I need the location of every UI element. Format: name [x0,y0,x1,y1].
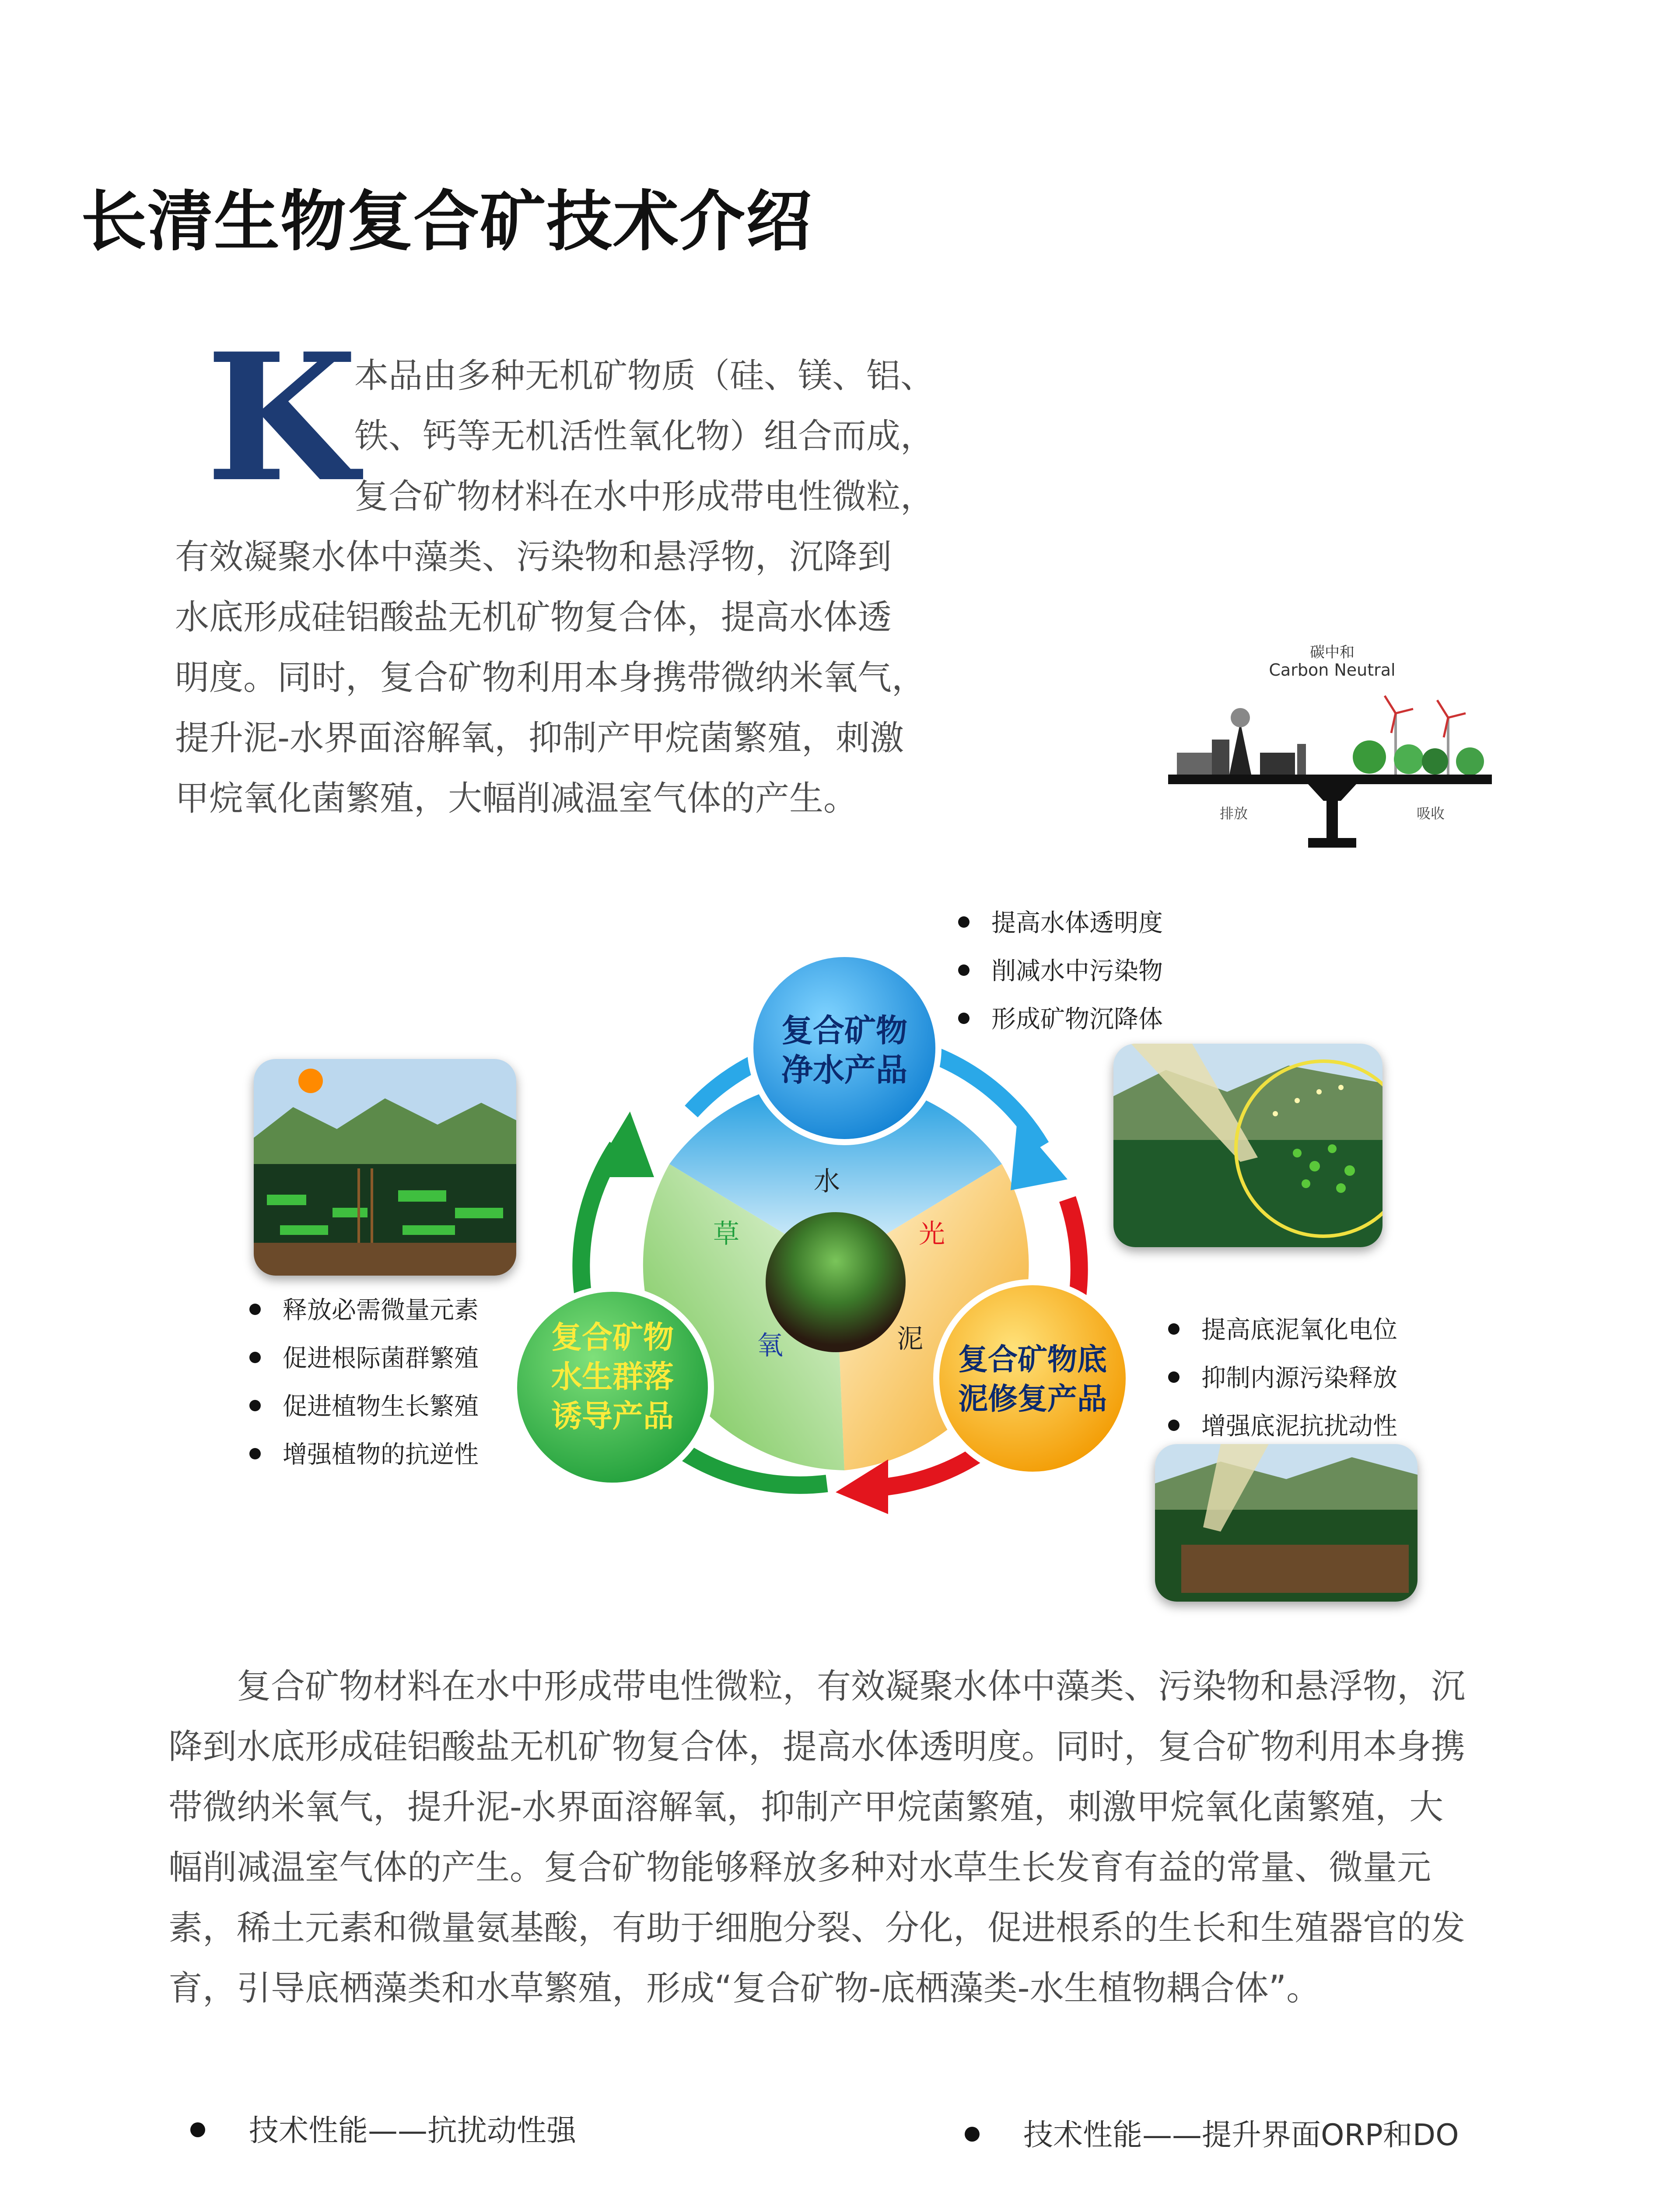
carbon-left-label: 排放 [1219,805,1248,822]
label-oxygen: 氧 [757,1330,783,1361]
label-light: 光 [919,1219,945,1249]
carbon-neutral-en: Carbon Neutral [1269,660,1396,680]
body-line: 带微纳米氧气，提升泥-水界面溶解氧，抑制产甲烷菌繁殖，刺激甲烷氧化菌繁殖，大 [168,1788,1444,1827]
water-purification-photo [1113,1044,1382,1247]
list-item: 技术性能——提升界面ORP和DO [965,2111,1459,2154]
list-item: 增强植物的抗逆性 [249,1435,479,1470]
intro-line: 明度。同时，复合矿物利用本身携带微纳米氧气， [175,658,926,698]
drop-cap-letter: K [206,315,358,521]
list-item: 削减水中污染物 [958,952,1163,987]
intro-line: 本品由多种无机矿物质（硅、镁、铝、 [354,356,935,396]
list-item: 增强底泥抗扰动性 [1168,1407,1397,1442]
list-item: 提高底泥氧化电位 [1168,1311,1397,1346]
carbon-right-label: 吸收 [1416,805,1445,822]
left-circle-line3: 诱导产品 [551,1398,674,1434]
label-water: 水 [814,1166,840,1197]
plant-growth-photo [254,1059,516,1276]
list-item: 抑制内源污染释放 [1168,1359,1397,1394]
body-line: 降到水底形成硅铝酸盐无机矿物复合体，提高水体透明度。同时，复合矿物利用本身携 [168,1727,1466,1767]
carbon-neutral-cn: 碳中和 [1310,644,1354,661]
list-item: 促进根际菌群繁殖 [249,1339,479,1374]
top-circle-line2: 净水产品 [781,1052,908,1088]
intro-line: 复合矿物材料在水中形成带电性微粒， [354,477,935,516]
list-item: 形成矿物沉降体 [958,1000,1163,1035]
intro-line: 铁、钙等无机活性氧化物）组合而成， [354,417,935,456]
sediment-repair-photo [1155,1444,1418,1602]
label-mud: 泥 [897,1324,923,1354]
right-circle-line2: 泥修复产品 [958,1382,1107,1417]
intro-line: 甲烷氧化菌繁殖，大幅削减温室气体的产生。 [175,779,858,818]
page-title: 长清生物复合矿技术介绍 [81,184,813,260]
label-grass: 草 [713,1219,739,1249]
intro-line: 有效凝聚水体中藻类、污染物和悬浮物，沉降到 [175,537,892,577]
body-line: 素，稀土元素和微量氨基酸，有助于细胞分裂、分化，促进根系的生长和生殖器官的发 [168,1908,1466,1948]
intro-line: 水底形成硅铝酸盐无机矿物复合体，提高水体透 [175,598,892,637]
list-item: 释放必需微量元素 [249,1291,479,1326]
list-item: 促进植物生长繁殖 [249,1387,479,1422]
body-line: 幅削减温室气体的产生。复合矿物能够释放多种对水草生长发育有益的常量、微量元 [168,1848,1432,1887]
body-line: 复合矿物材料在水中形成带电性微粒，有效凝聚水体中藻类、污染物和悬浮物，沉 [168,1667,1466,1706]
intro-line: 提升泥-水界面溶解氧，抑制产甲烷菌繁殖，刺激 [175,719,904,758]
list-item: 技术性能——抗扰动性强 [190,2107,576,2149]
left-circle-line2: 水生群落 [551,1359,674,1395]
body-paragraph [168,1656,1525,2019]
body-line: 育，引导底栖藻类和水草繁殖，形成“复合矿物-底栖藻类-水生植物耦合体”。 [168,1969,1321,2008]
left-circle-line1: 复合矿物 [551,1319,674,1355]
carbon-neutral-balance-icon [1164,635,1501,853]
top-circle-line1: 复合矿物 [781,1012,908,1049]
right-circle-line1: 复合矿物底 [958,1343,1107,1377]
list-item: 提高水体透明度 [958,904,1163,939]
